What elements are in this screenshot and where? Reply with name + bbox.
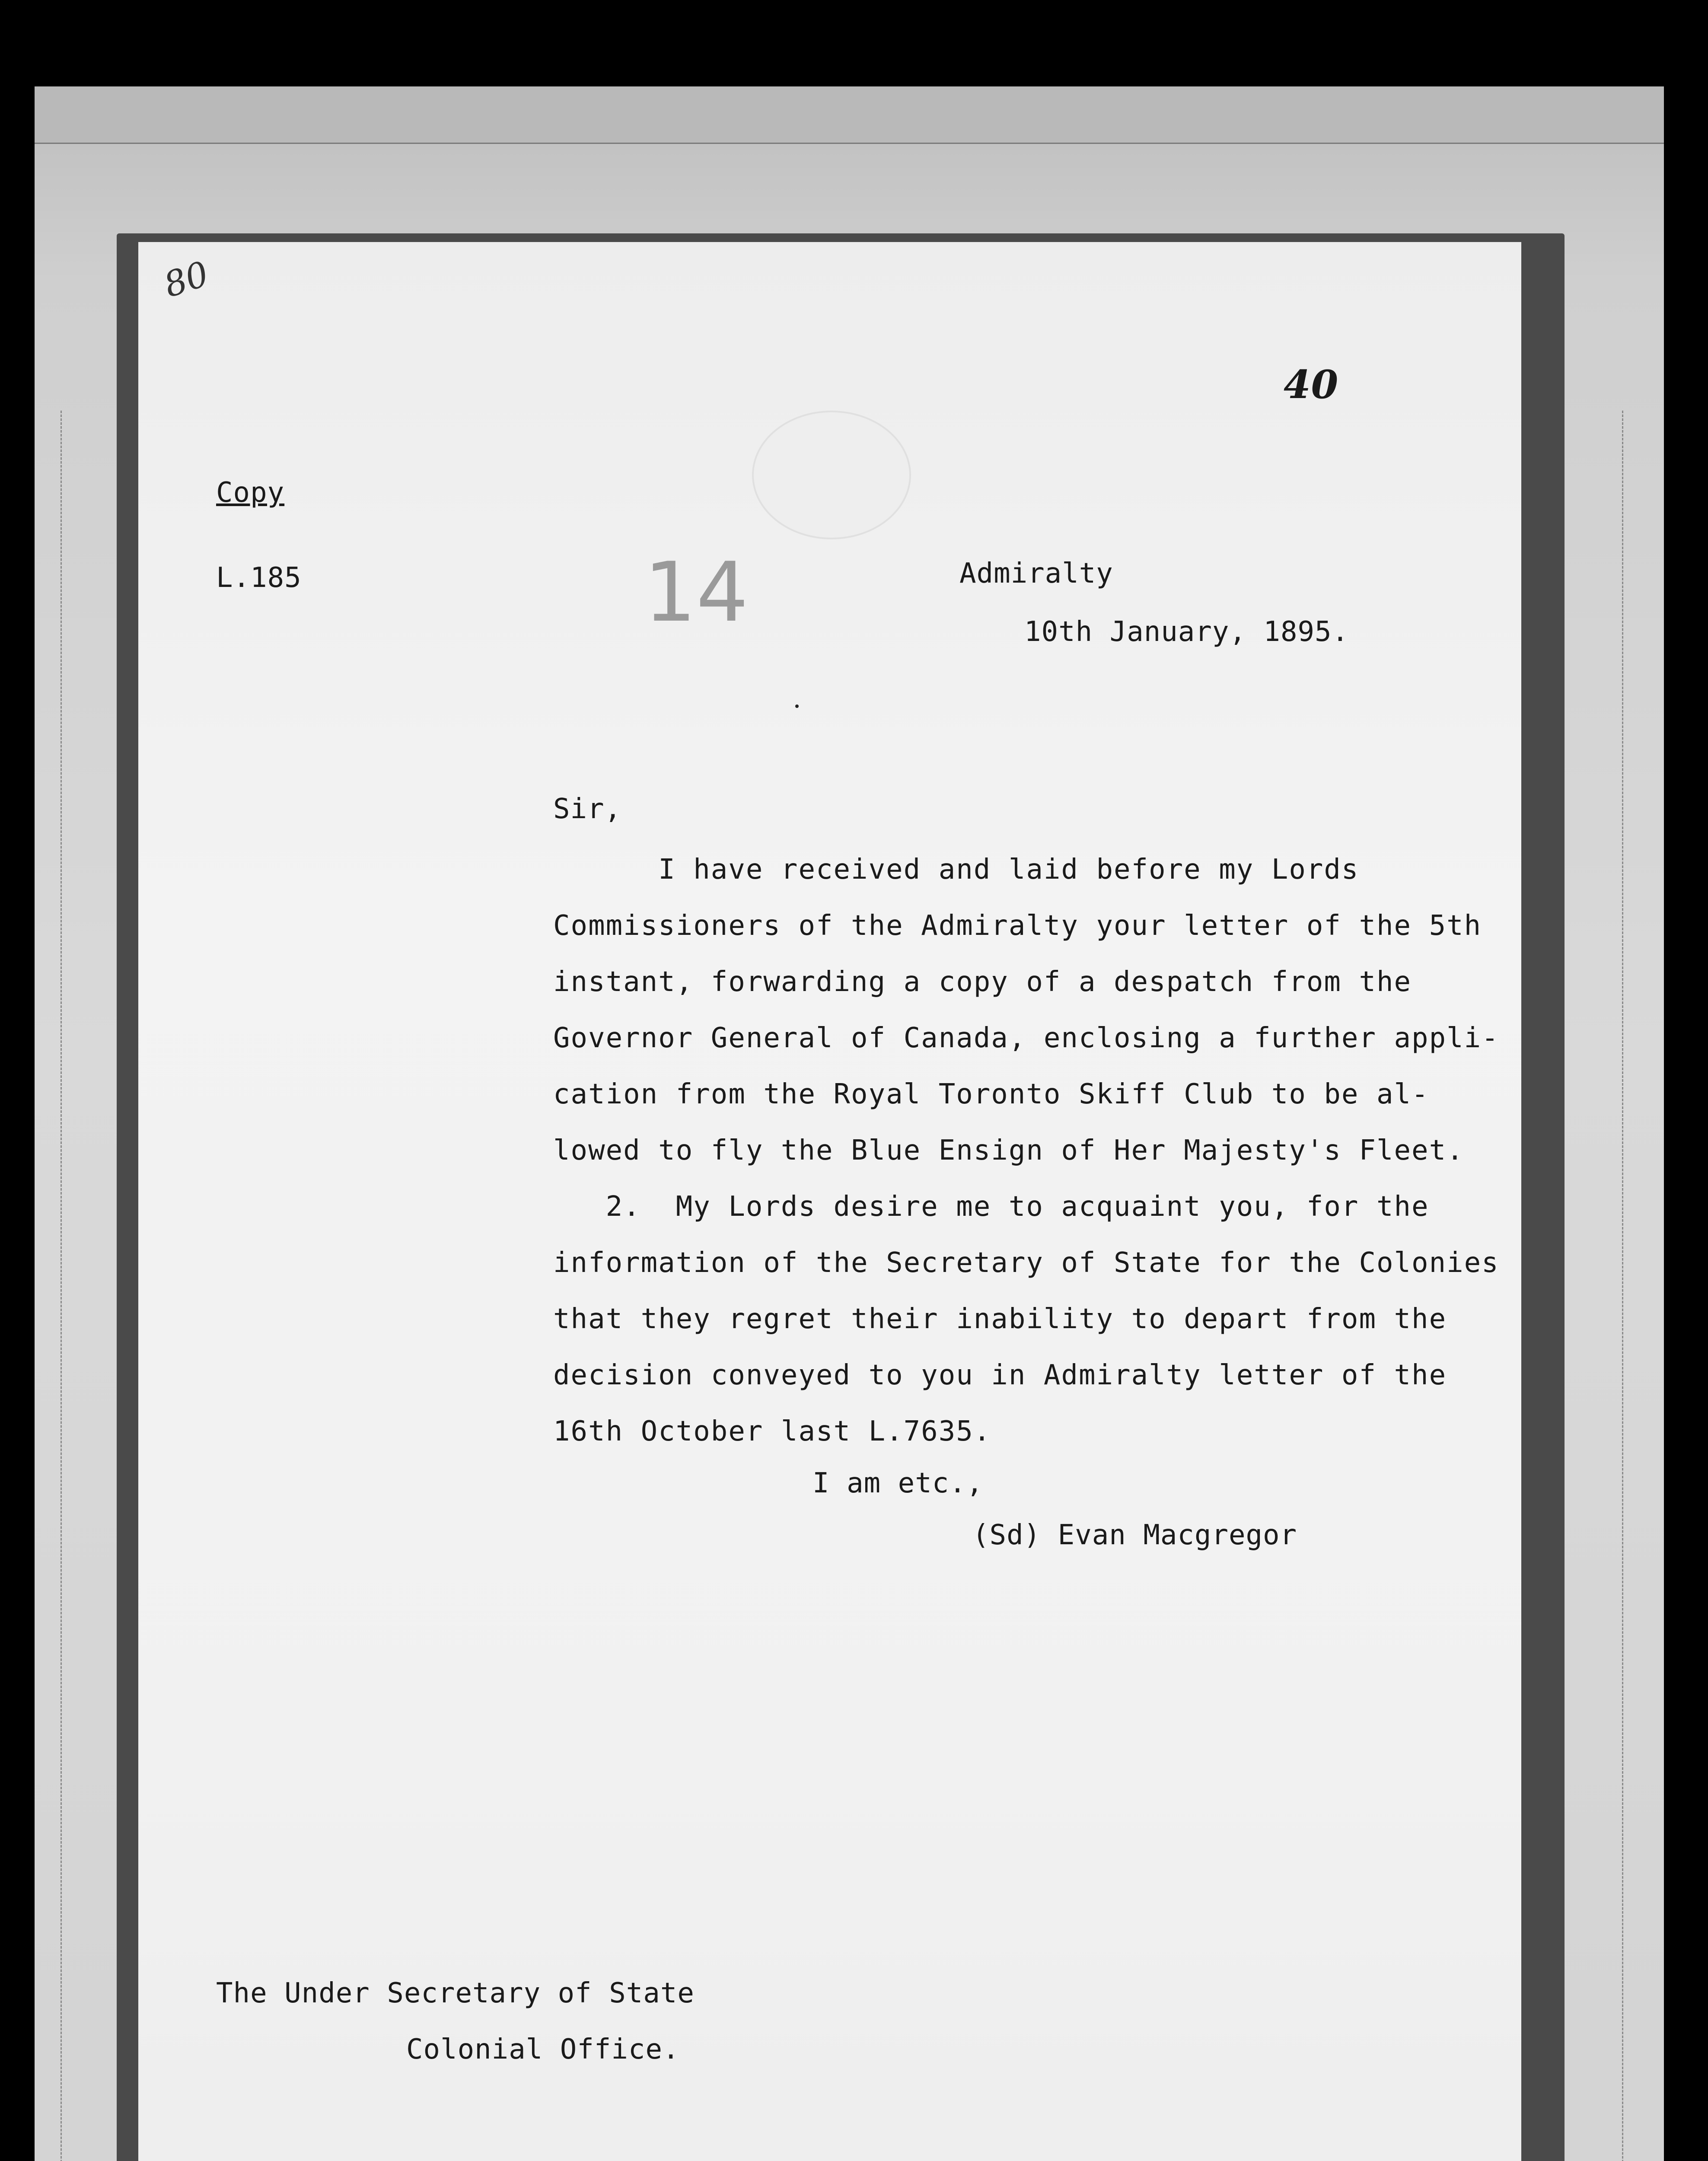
body-line: 2. My Lords desire me to acquaint you, for the xyxy=(553,1191,1429,1223)
ink-speck xyxy=(795,704,799,708)
body-line: Governor General of Canada, enclosing a further appli- xyxy=(553,1022,1499,1054)
body-line: cation from the Royal Toronto Skiff Club to be al- xyxy=(553,1078,1429,1110)
reference-number: L.185 xyxy=(216,562,302,594)
corner-note: 80 xyxy=(159,253,214,306)
addressee-line: Colonial Office. xyxy=(406,2034,680,2065)
copy-label: Copy xyxy=(216,477,285,509)
letter-page xyxy=(138,242,1521,2161)
body-line: decision conveyed to you in Admiralty letter of the xyxy=(553,1359,1447,1391)
sender-name: Admiralty xyxy=(959,558,1113,590)
embossed-seal xyxy=(752,411,911,539)
pencil-number: 14 xyxy=(644,545,749,640)
signature: (Sd) Evan Macgregor xyxy=(972,1519,1297,1551)
body-line: 16th October last L.7635. xyxy=(553,1415,991,1447)
body-line: Commissioners of the Admiralty your letter of the 5th xyxy=(553,910,1482,942)
body-line: lowed to fly the Blue Ensign of Her Majesty's Fleet. xyxy=(553,1135,1464,1167)
addressee-line: The Under Secretary of State xyxy=(216,1977,695,2009)
mount-top-edge xyxy=(35,86,1664,144)
salutation: Sir, xyxy=(553,793,622,825)
body-line: instant, forwarding a copy of a despatch from the xyxy=(553,966,1412,998)
body-line: I have received and laid before my Lords xyxy=(553,854,1359,886)
body-line: that they regret their inability to depart from the xyxy=(553,1303,1447,1335)
body-line: information of the Secretary of State for the Colonies xyxy=(553,1247,1499,1279)
folio-number: 40 xyxy=(1284,362,1339,408)
closing: I am etc., xyxy=(813,1467,984,1499)
letter-date: 10th January, 1895. xyxy=(1024,616,1349,648)
